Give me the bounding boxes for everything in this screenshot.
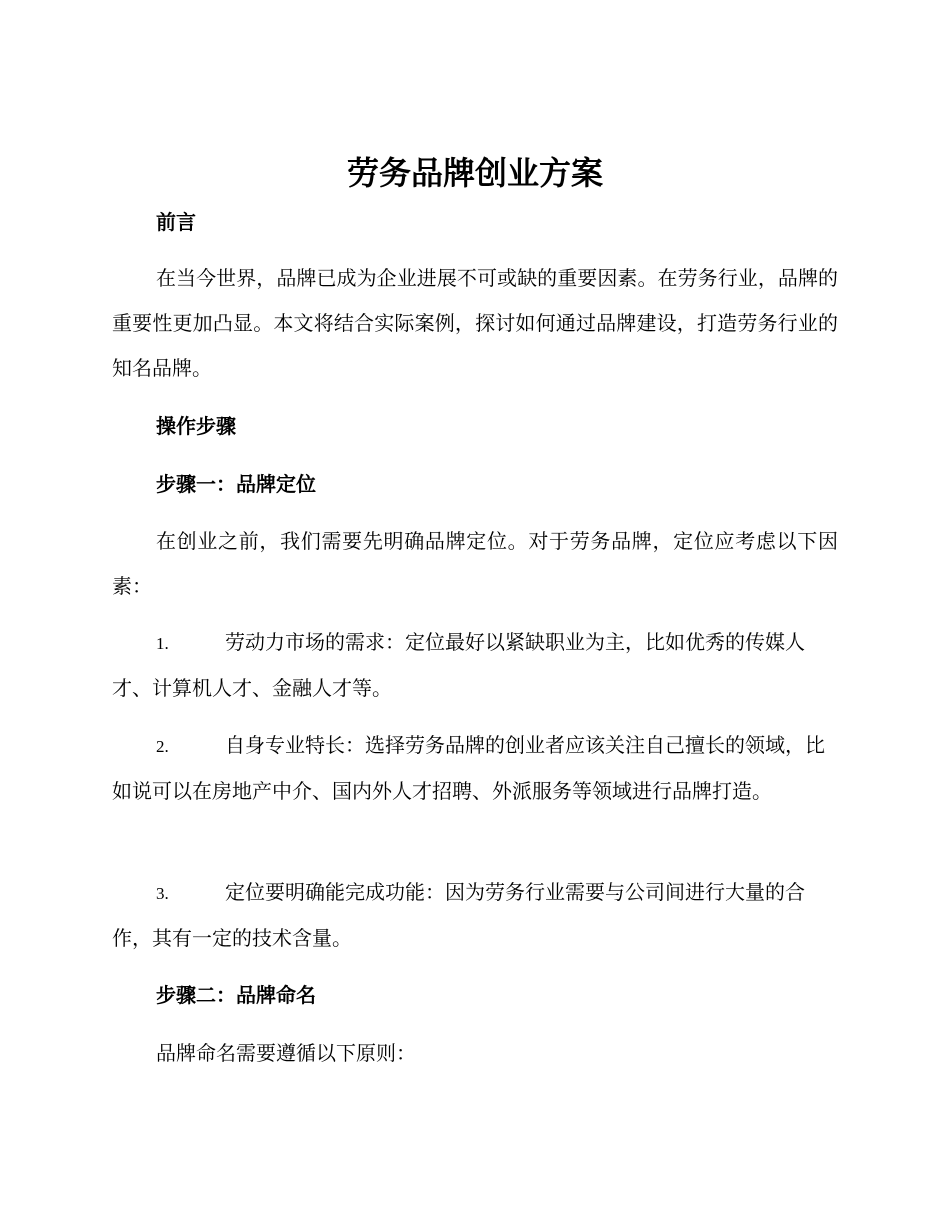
list-text: 自身专业特长：选择劳务品牌的创业者应该关注自己擅长的领域，比如说可以在房地产中介、国内外人才招聘、外派服务等领域进行品牌打造。 (112, 733, 825, 803)
preface-paragraph: 在当今世界，品牌已成为企业进展不可或缺的重要因素。在劳务行业，品牌的重要性更加凸显。本文将结合实际案例，探讨如何通过品牌建设，打造劳务行业的知名品牌。 (112, 266, 838, 380)
preface-heading: 前言 (156, 210, 196, 234)
list-number: 1. (156, 634, 169, 653)
list-text: 劳动力市场的需求：定位最好以紧缺职业为主，比如优秀的传媒人才、计算机人才、金融人才等。 (112, 630, 805, 700)
list-text: 定位要明确能完成功能：因为劳务行业需要与公司间进行大量的合作，其有一定的技术含量。 (112, 880, 805, 950)
list-item (112, 723, 838, 814)
steps-heading: 操作步骤 (156, 414, 236, 438)
list-number: 3. (156, 884, 169, 903)
list-number: 2. (156, 737, 169, 756)
step2-paragraph: 品牌命名需要遵循以下原则： (156, 1041, 416, 1065)
step2-heading: 步骤二：品牌命名 (156, 983, 316, 1007)
list-item (112, 870, 838, 961)
step1-heading: 步骤一：品牌定位 (156, 472, 316, 496)
document-title: 劳务品牌创业方案 (346, 154, 603, 192)
step1-paragraph: 在创业之前，我们需要先明确品牌定位。对于劳务品牌，定位应考虑以下因素： (112, 529, 838, 598)
list-item (112, 620, 838, 711)
